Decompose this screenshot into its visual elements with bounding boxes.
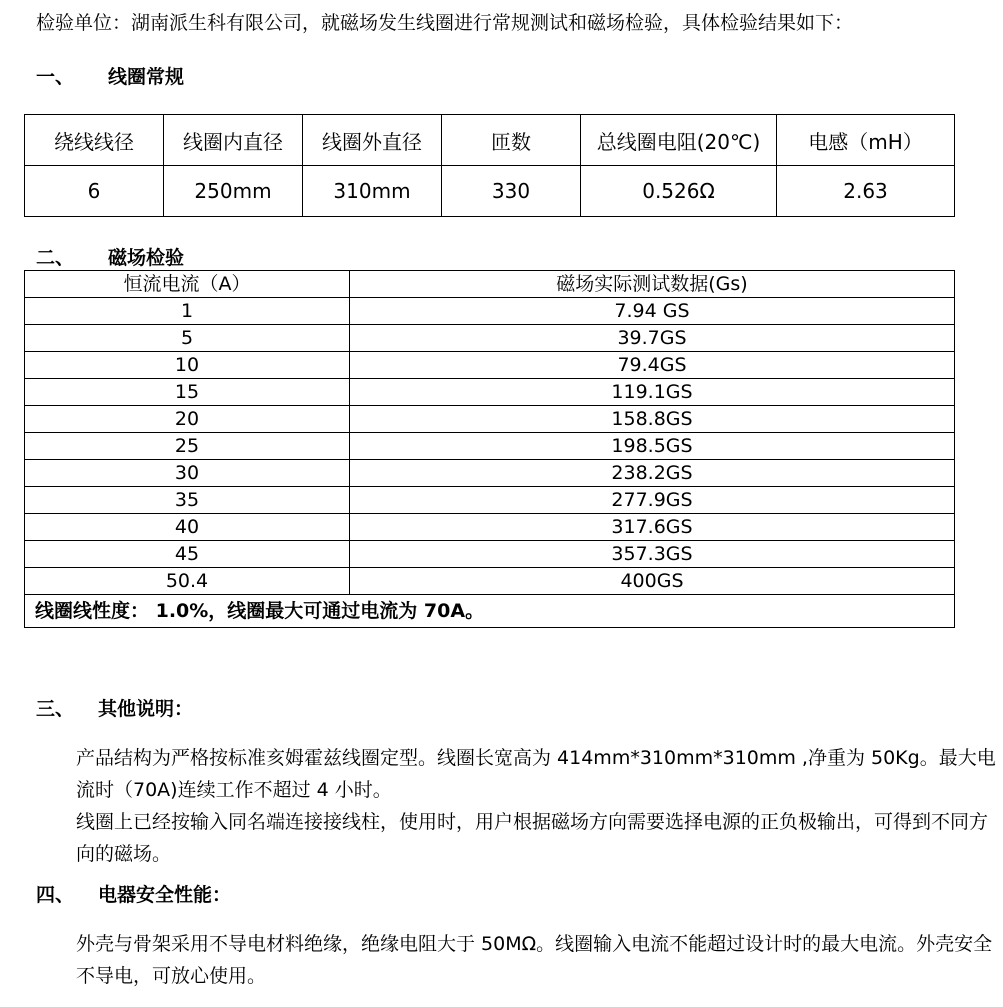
magnetic-field-table [24,270,955,628]
table-row [25,406,955,433]
field-cell: 198.5GS [350,433,955,460]
current-cell: 15 [25,379,350,406]
other-notes [36,742,996,870]
field-cell: 357.3GS [350,541,955,568]
table-header-cell: 磁场实际测试数据(Gs) [350,271,955,298]
section-heading-2 [36,243,184,270]
table-note-row [25,595,955,628]
linearity-note: 线圈线性度： 1.0%，线圈最大可通过电流为 70A。 [25,595,955,628]
table-row [25,460,955,487]
table-cell: 6 [25,166,164,217]
note-paragraph: 线圈上已经按输入同名端连接接线柱，使用时，用户根据磁场方向需要选择电源的正负极输出，可得到不同方向的磁场。 [76,811,989,865]
section-number: 二、 [36,247,75,269]
field-cell: 119.1GS [350,379,955,406]
field-cell: 400GS [350,568,955,595]
table-header-row [25,271,955,298]
section-heading-1 [36,62,184,89]
field-cell: 39.7GS [350,325,955,352]
table-header-cell: 线圈内直径 [164,115,303,166]
table-header-cell: 电感（mH） [777,115,955,166]
section-heading-4 [36,880,231,907]
current-cell: 10 [25,352,350,379]
table-row [25,514,955,541]
intro-text: 检验单位：湖南派生科有限公司，就磁场发生线圈进行常规测试和磁场检验，具体检验结果如下： [36,12,854,34]
table-cell: 0.526Ω [581,166,777,217]
field-cell: 317.6GS [350,514,955,541]
table-row [25,433,955,460]
current-cell: 35 [25,487,350,514]
section-heading-3 [36,694,193,721]
table-header-cell: 线圈外直径 [303,115,442,166]
field-cell: 277.9GS [350,487,955,514]
field-cell: 238.2GS [350,460,955,487]
field-cell: 79.4GS [350,352,955,379]
table-header-cell: 匝数 [442,115,581,166]
table-row [25,166,955,217]
current-cell: 25 [25,433,350,460]
table-cell: 250mm [164,166,303,217]
current-cell: 5 [25,325,350,352]
section-title: 线圈常规 [108,66,185,88]
section-number: 四、 [36,884,75,906]
section-number: 三、 [36,698,75,720]
table-cell: 310mm [303,166,442,217]
table-header-cell: 恒流电流（A） [25,271,350,298]
current-cell: 50.4 [25,568,350,595]
table-row [25,568,955,595]
note-paragraph: 产品结构为严格按标准亥姆霍兹线圈定型。线圈长宽高为 414mm*310mm*310mm ,净重为 50Kg。最大电流时（70A)连续工作不超过 4 小时。 [76,747,996,801]
table-row [25,298,955,325]
safety-notes [36,928,996,992]
current-cell: 1 [25,298,350,325]
table-row [25,379,955,406]
current-cell: 45 [25,541,350,568]
table-row [25,487,955,514]
current-cell: 20 [25,406,350,433]
field-cell: 7.94 GS [350,298,955,325]
table-cell: 2.63 [777,166,955,217]
section-title: 磁场检验 [108,247,185,269]
table-row [25,325,955,352]
note-paragraph: 外壳与骨架采用不导电材料绝缘，绝缘电阻大于 50MΩ。线圈输入电流不能超过设计时的最大电流。外壳安全不导电，可放心使用。 [76,933,993,987]
table-cell: 330 [442,166,581,217]
table-row [25,352,955,379]
current-cell: 40 [25,514,350,541]
section-number: 一、 [36,66,75,88]
table-header-cell: 总线圈电阻(20℃) [581,115,777,166]
coil-spec-table [24,114,955,217]
table-row [25,541,955,568]
section-title: 其他说明： [98,698,194,720]
current-cell: 30 [25,460,350,487]
table-header-cell: 绕线线径 [25,115,164,166]
table-header-row [25,115,955,166]
field-cell: 158.8GS [350,406,955,433]
section-title: 电器安全性能： [98,884,232,906]
